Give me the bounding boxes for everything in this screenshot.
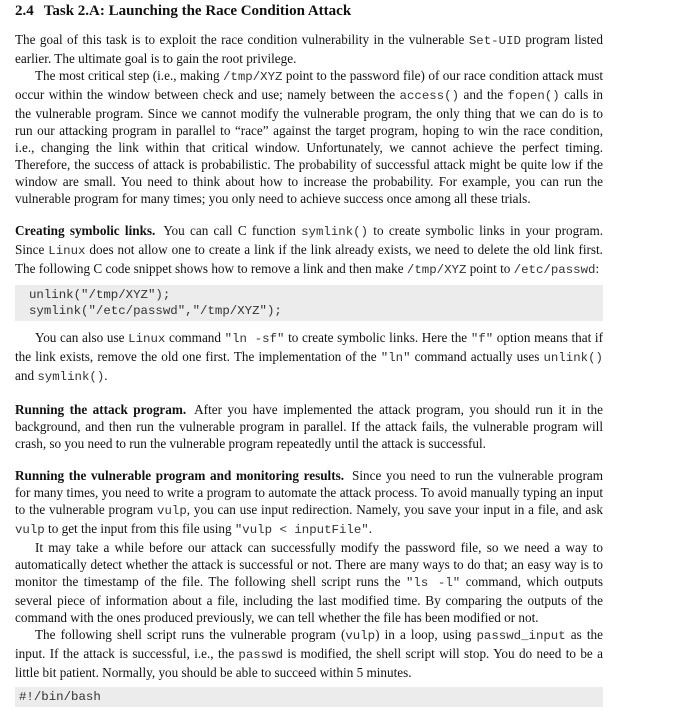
inline-code: Linux <box>48 244 86 258</box>
text-run: program listed earlier. The ultimate goal is to gain the root privilege. <box>15 32 603 66</box>
inline-code: /tmp/XYZ <box>406 263 467 277</box>
text-run: and the <box>459 87 508 102</box>
inline-code: passwd <box>238 648 284 662</box>
attack-heading: Running the attack program. <box>15 402 187 417</box>
text-run: . <box>368 521 372 536</box>
text-run: You can also use <box>35 330 129 345</box>
code-line: unlink("/tmp/XYZ"); <box>29 288 171 302</box>
section-heading <box>15 2 603 21</box>
text-run: , you can use input redirection. Namely, you save your input in a file, and ask <box>186 502 603 517</box>
text-run: command, which outputs several piece of information about a file, including the last modified time. By comparing the outputs of the command with the ones produced previously, we can tell whether the file has been modified or not. <box>15 574 603 625</box>
inline-code: /etc/passwd <box>513 263 596 277</box>
symlink-heading: Creating symbolic links. <box>15 223 156 238</box>
text-run: The goal of this task is to exploit the race condition vulnerability in the vulnerable <box>15 32 469 47</box>
text-run: to get the input from this file using <box>44 521 235 536</box>
text-run: is modified, the shell script will stop. You do need to be a little bit patient. Normally, you should be able to succeed within 5 minutes. <box>15 646 603 680</box>
monitoring-paragraph-2 <box>15 539 603 626</box>
text-run: After you have implemented the attack program, you should run it in the background, and then run the vulnerable program in parallel. If the attack fails, the vulnerable program will crash, so you need to run the vulnerable program repeatedly until the attack is successful. <box>15 402 603 451</box>
inline-code: vulp <box>15 523 45 537</box>
symlink-paragraph-2 <box>15 329 603 386</box>
inline-code: unlink() <box>543 351 603 365</box>
section-title: Task 2.A: Launching the Race Condition Attack <box>43 3 352 19</box>
inline-code: vulp <box>157 504 187 518</box>
text-run: Since you need to run the vulnerable program for many times, you need to write a program to automate the attack process. To avoid manually typing an input to the vulnerable program <box>15 468 603 517</box>
inline-code: passwd_input <box>476 629 566 643</box>
document-page <box>15 0 603 715</box>
code-line: symlink("/etc/passwd","/tmp/XYZ"); <box>29 304 282 318</box>
inline-code: fopen() <box>507 89 560 103</box>
text-run: to create symbolic links in your program. Since <box>15 223 603 257</box>
text-run: . <box>104 368 108 383</box>
text-run: as the input. If the attack is successful, i.e., the <box>15 627 603 661</box>
text-run: You can call C function <box>163 223 302 238</box>
inline-code: Linux <box>128 332 166 346</box>
text-run: ) in a loop, using <box>375 627 477 642</box>
text-run: calls in the vulnerable program. Since we cannot modify the vulnerable program, the only thing that we can do is to run our attacking program in parallel to “race” against the target program, hoping to win the race condition, i.e., changing the link within that critical window. Unfortunately, we cannot achieve the perfect timing. Therefore, the success of attack is probabilistic. The probability of successful attack might be quite low if the window are small. You need to think about how to increase the probability. For example, you can run the vulnerable program for many times; you only need to achieve success once among all these trials. <box>15 87 603 206</box>
code-line: #!/bin/bash <box>19 690 101 704</box>
text-run: point to the password file) of our race condition attack must occur within the window between check and use; namely between the <box>15 68 604 102</box>
text-run: to create symbolic links. Here the <box>284 330 471 345</box>
symlink-paragraph-1 <box>15 222 603 279</box>
monitoring-paragraph-1 <box>15 467 603 539</box>
text-run: It may take a while before our attack can successfully modify the password file, so we need a way to automatically detect whether the attack is successful or not. There are many ways to do that; an easy way is to monitor the timestamp of the file. The following shell script runs the <box>15 540 603 589</box>
text-run: The following shell script runs the vulnerable program ( <box>35 627 346 642</box>
symlink-code-block <box>15 285 603 321</box>
inline-code: "f" <box>470 332 494 346</box>
inline-code: access() <box>399 89 460 103</box>
intro-paragraph-2 <box>15 67 603 207</box>
inline-code: "ln -sf" <box>224 332 285 346</box>
text-run: option means that if the link exists, remove the old one first. The implementation of the <box>15 330 603 364</box>
monitoring-paragraph-3 <box>15 626 603 681</box>
inline-code: "ls -l" <box>405 576 461 590</box>
text-run: point to <box>466 261 514 276</box>
inline-code: "vulp < inputFile" <box>234 523 369 537</box>
inline-code: Set-UID <box>468 34 521 48</box>
shell-script-code-block <box>15 687 603 707</box>
monitoring-heading: Running the vulnerable program and monitoring results. <box>15 468 345 483</box>
inline-code: "ln" <box>380 351 411 365</box>
text-run: command <box>165 330 225 345</box>
inline-code: symlink() <box>301 225 369 239</box>
inline-code: vulp <box>345 629 376 643</box>
attack-paragraph <box>15 401 603 452</box>
inline-code: symlink() <box>37 370 105 384</box>
text-run: does not allow one to create a link if the link already exists, we need to delete the old link first. The following C code snippet shows how to remove a link and then make <box>15 242 603 276</box>
text-run: and <box>15 368 38 383</box>
intro-paragraph-1 <box>15 31 603 67</box>
text-run: command actually uses <box>410 349 544 364</box>
section-number: 2.4 <box>15 3 34 19</box>
inline-code: /tmp/XYZ <box>222 70 283 84</box>
text-run: : <box>595 261 600 276</box>
text-run: The most critical step (i.e., making <box>35 68 223 83</box>
